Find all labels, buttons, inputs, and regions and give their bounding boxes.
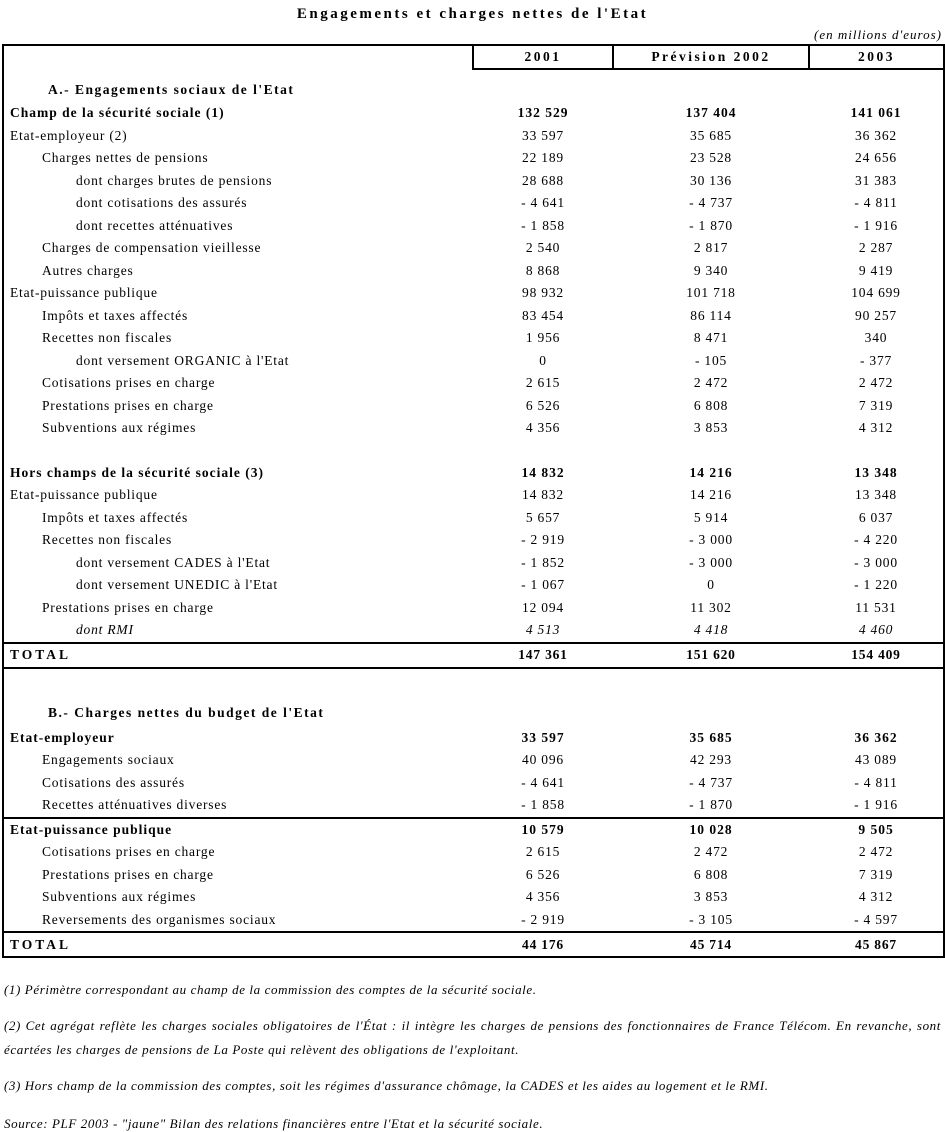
cell-2001: 33 597 — [521, 729, 565, 745]
source-note: Source: PLF 2003 - "jaune" Bilan des relations financières entre l'Etat et la sécurité sociale. — [4, 1116, 544, 1132]
cell-2003: - 3 000 — [854, 554, 898, 570]
cell-2003: 45 867 — [809, 932, 944, 957]
col-2001: 2001 — [473, 45, 613, 69]
row-label: dont cotisations des assurés — [76, 195, 248, 211]
table-row — [3, 818, 944, 842]
row-label: A.- Engagements sociaux de l'Etat — [48, 82, 295, 97]
cell-2003: - 4 597 — [854, 911, 898, 927]
table-row — [3, 886, 944, 909]
row-label: Subventions aux régimes — [42, 889, 197, 905]
cell-2003: 154 409 — [809, 643, 944, 668]
cell-prevision-2002: 14 216 — [690, 487, 732, 503]
row-label: dont charges brutes de pensions — [76, 172, 273, 188]
cell-2003: 141 061 — [850, 105, 902, 121]
table-row — [3, 395, 944, 418]
cell-2001: - 1 852 — [521, 554, 565, 570]
cell-prevision-2002: 45 714 — [613, 932, 809, 957]
cell-prevision-2002: - 105 — [694, 352, 728, 368]
section-b-row — [3, 691, 944, 727]
cell-prevision-2002: 2 817 — [693, 240, 729, 256]
cell-2001 — [473, 691, 613, 727]
cell-2003: 31 383 — [855, 172, 897, 188]
table-row — [3, 417, 944, 440]
row-label: dont versement CADES à l'Etat — [76, 554, 271, 570]
cell-prevision-2002: 2 472 — [693, 375, 729, 391]
table-row — [3, 909, 944, 933]
row-label: B.- Charges nettes du budget de l'Etat — [48, 704, 325, 720]
cell-prevision-2002: 35 685 — [689, 729, 733, 745]
row-label: Cotisations des assurés — [42, 774, 185, 790]
cell-2001: - 2 919 — [521, 532, 565, 548]
cell-2001: 40 096 — [522, 752, 564, 768]
cell-prevision-2002: 10 028 — [613, 818, 809, 842]
cell-2001: 147 361 — [473, 643, 613, 668]
cell-2001: 83 454 — [522, 307, 564, 323]
table-row — [3, 794, 944, 818]
cell-prevision-2002 — [613, 668, 809, 691]
table-row — [3, 574, 944, 597]
footnotes — [4, 978, 941, 1098]
table-row — [3, 727, 944, 750]
row-label: Etat-puissance publique — [10, 285, 158, 301]
cell-2001: 6 526 — [525, 397, 561, 413]
cell-2001: 132 529 — [517, 105, 569, 121]
cell-2001: - 4 641 — [521, 195, 565, 211]
cell-2001: 4 356 — [525, 420, 561, 436]
cell-2001: 10 579 — [473, 818, 613, 842]
cell-2001: 8 868 — [525, 262, 561, 278]
cell-prevision-2002: 0 — [707, 577, 715, 593]
row-label: Prestations prises en charge — [42, 397, 214, 413]
cell-2003 — [809, 69, 944, 102]
table-row — [3, 237, 944, 260]
header-row — [3, 45, 944, 69]
cell-2003: - 1 916 — [854, 797, 898, 813]
cell-prevision-2002: 151 620 — [613, 643, 809, 668]
cell-prevision-2002: 3 853 — [693, 889, 729, 905]
row-label: Champ de la sécurité sociale (1) — [10, 105, 225, 121]
table-row — [3, 749, 944, 772]
page-title: Engagements et charges nettes de l'Etat — [296, 6, 649, 22]
cell-2003: 7 319 — [858, 397, 894, 413]
table-row — [3, 643, 944, 668]
row-label: Prestations prises en charge — [42, 599, 214, 615]
cell-2001: 33 597 — [522, 127, 564, 143]
cell-prevision-2002: 101 718 — [686, 285, 736, 301]
cell-2003: 9 419 — [858, 262, 894, 278]
cell-prevision-2002: 30 136 — [690, 172, 732, 188]
cell-2001: 98 932 — [522, 285, 564, 301]
cell-2001: 6 526 — [525, 866, 561, 882]
row-label: Etat-employeur — [10, 729, 115, 745]
table-row — [3, 484, 944, 507]
cell-2003: 11 531 — [855, 599, 897, 615]
table-row — [3, 282, 944, 305]
table-row — [3, 125, 944, 148]
cell-2003: 13 348 — [855, 487, 897, 503]
cell-2001: - 1 067 — [521, 577, 565, 593]
row-label: TOTAL — [3, 932, 473, 957]
row-label: Hors champs de la sécurité sociale (3) — [10, 464, 264, 480]
cell-2003: - 377 — [859, 352, 893, 368]
row-label: Etat-employeur (2) — [10, 127, 128, 143]
footnote-2: (2) Cet agrégat reflète les charges sociales obligatoires de l'État : il intègre les charges de pensions des fonctionnaires de France Télécom. En revanche, sont écartées les charges de pensions de La Poste qui relèvent des obligations de l'exploitant. — [4, 1018, 941, 1058]
cell-2001: 14 832 — [521, 464, 565, 480]
cell-2003: 43 089 — [855, 752, 897, 768]
cell-2003 — [809, 668, 944, 691]
col-2003: 2003 — [809, 45, 944, 69]
row-label: dont RMI — [76, 622, 134, 638]
cell-prevision-2002: - 4 737 — [689, 774, 733, 790]
table-row — [3, 772, 944, 795]
cell-prevision-2002: 86 114 — [690, 307, 732, 323]
row-label: Recettes non fiscales — [42, 330, 173, 346]
cell-2001 — [473, 668, 613, 691]
table-row — [3, 462, 944, 485]
cell-2003: 4 312 — [858, 889, 894, 905]
cell-2001: 5 657 — [525, 509, 561, 525]
cell-prevision-2002: - 1 870 — [689, 217, 733, 233]
row-label: Recettes non fiscales — [42, 532, 173, 548]
cell-2001 — [473, 440, 613, 462]
cell-2001: 14 832 — [522, 487, 564, 503]
cell-2003: 2 287 — [858, 240, 894, 256]
row-label: TOTAL — [3, 643, 473, 668]
row-label: dont recettes atténuatives — [76, 217, 234, 233]
cell-prevision-2002: 6 808 — [693, 397, 729, 413]
table-row — [3, 102, 944, 125]
cell-2001: 4 513 — [525, 622, 561, 638]
row-label: dont versement ORGANIC à l'Etat — [76, 352, 290, 368]
table-row — [3, 147, 944, 170]
unit-note: (en millions d'euros) — [813, 27, 942, 42]
cell-prevision-2002: 5 914 — [693, 509, 729, 525]
row-label: dont versement UNEDIC à l'Etat — [76, 577, 278, 593]
cell-2001: 2 540 — [525, 240, 561, 256]
col-prevision-2002: Prévision 2002 — [613, 45, 809, 69]
cell-2001: 28 688 — [522, 172, 564, 188]
blank-row — [3, 668, 944, 691]
table-row — [3, 260, 944, 283]
cell-prevision-2002: 6 808 — [693, 866, 729, 882]
cell-2003: 2 472 — [858, 375, 894, 391]
table-row — [3, 529, 944, 552]
row-label: Cotisations prises en charge — [42, 844, 216, 860]
table-row — [3, 552, 944, 575]
cell-prevision-2002: - 4 737 — [689, 195, 733, 211]
cell-prevision-2002: 9 340 — [693, 262, 729, 278]
cell-2003: 36 362 — [854, 729, 898, 745]
row-label: Reversements des organismes sociaux — [42, 911, 277, 927]
cell-2001: 4 356 — [525, 889, 561, 905]
cell-2001: 44 176 — [473, 932, 613, 957]
cell-prevision-2002: 23 528 — [690, 150, 732, 166]
cell-2003: 24 656 — [855, 150, 897, 166]
table-row — [3, 841, 944, 864]
cell-2001 — [473, 69, 613, 102]
cell-2003: 9 505 — [809, 818, 944, 842]
row-label: Impôts et taxes affectés — [42, 509, 189, 525]
row-label: Engagements sociaux — [42, 752, 175, 768]
cell-2003: 13 348 — [854, 464, 898, 480]
cell-2003: - 4 220 — [854, 532, 898, 548]
cell-prevision-2002: - 3 000 — [689, 554, 733, 570]
section-a-row — [3, 69, 944, 102]
cell-prevision-2002: 2 472 — [693, 844, 729, 860]
cell-2001: 1 956 — [525, 330, 561, 346]
row-label: Autres charges — [42, 262, 134, 278]
cell-prevision-2002: - 1 870 — [689, 797, 733, 813]
footnote-1: (1) Périmètre correspondant au champ de la commission des comptes de la sécurité sociale. — [4, 982, 537, 997]
row-label: Cotisations prises en charge — [42, 375, 216, 391]
cell-prevision-2002: 11 302 — [690, 599, 732, 615]
row-label: Prestations prises en charge — [42, 866, 214, 882]
cell-prevision-2002: 4 418 — [693, 622, 729, 638]
cell-2001: - 4 641 — [521, 774, 565, 790]
cell-2001: - 2 919 — [521, 911, 565, 927]
cell-2003: 6 037 — [858, 509, 894, 525]
cell-prevision-2002 — [613, 440, 809, 462]
cell-2003: 7 319 — [858, 866, 894, 882]
row-label: Etat-puissance publique — [10, 487, 158, 503]
table-row — [3, 619, 944, 643]
cell-2001: 12 094 — [522, 599, 564, 615]
cell-2001: 22 189 — [522, 150, 564, 166]
label-column-header — [3, 45, 473, 69]
table-row — [3, 864, 944, 887]
table-row — [3, 327, 944, 350]
cell-2003: 4 460 — [858, 622, 894, 638]
row-label: Subventions aux régimes — [42, 420, 197, 436]
cell-2003: 4 312 — [858, 420, 894, 436]
table-row — [3, 372, 944, 395]
cell-2001: 0 — [539, 352, 547, 368]
cell-2003: - 4 811 — [854, 774, 898, 790]
row-label: Recettes atténuatives diverses — [42, 797, 228, 813]
row-label: Impôts et taxes affectés — [42, 307, 189, 323]
row-label — [3, 440, 473, 462]
cell-2003: 90 257 — [855, 307, 897, 323]
cell-prevision-2002: 35 685 — [690, 127, 732, 143]
cell-2001: 2 615 — [525, 844, 561, 860]
footnote-3: (3) Hors champ de la commission des comptes, soit les régimes d'assurance chômage, la CADES et les aides au logement et le RMI. — [4, 1078, 769, 1094]
cell-prevision-2002: 137 404 — [685, 105, 737, 121]
cell-prevision-2002 — [613, 691, 809, 727]
cell-2003: 104 699 — [851, 285, 901, 301]
cell-prevision-2002: 42 293 — [690, 752, 732, 768]
cell-prevision-2002: - 3 000 — [689, 532, 733, 548]
cell-2003: 36 362 — [855, 127, 897, 143]
cell-2003 — [809, 691, 944, 727]
cell-2003 — [809, 440, 944, 462]
data-table — [2, 44, 945, 958]
cell-prevision-2002 — [613, 69, 809, 102]
table-row — [3, 932, 944, 957]
cell-2003: 2 472 — [858, 844, 894, 860]
table-row — [3, 507, 944, 530]
row-label: Charges nettes de pensions — [42, 150, 209, 166]
cell-prevision-2002: 14 216 — [689, 464, 733, 480]
cell-prevision-2002: 3 853 — [693, 420, 729, 436]
table-row — [3, 597, 944, 620]
table-body — [3, 69, 944, 957]
row-label: Etat-puissance publique — [3, 818, 473, 842]
cell-2001: - 1 858 — [521, 217, 565, 233]
cell-prevision-2002: 8 471 — [693, 330, 729, 346]
cell-2003: - 4 811 — [854, 195, 898, 211]
blank-row — [3, 440, 944, 462]
table-row — [3, 170, 944, 193]
table-row — [3, 305, 944, 328]
table-row — [3, 192, 944, 215]
cell-2001: 2 615 — [525, 375, 561, 391]
cell-2003: - 1 220 — [854, 577, 898, 593]
row-label: Charges de compensation vieillesse — [42, 240, 262, 256]
cell-2003: 340 — [864, 330, 888, 346]
cell-prevision-2002: - 3 105 — [689, 911, 733, 927]
table-row — [3, 215, 944, 238]
cell-2001: - 1 858 — [521, 797, 565, 813]
cell-2003: - 1 916 — [854, 217, 898, 233]
row-label — [3, 668, 473, 691]
table-row — [3, 350, 944, 373]
